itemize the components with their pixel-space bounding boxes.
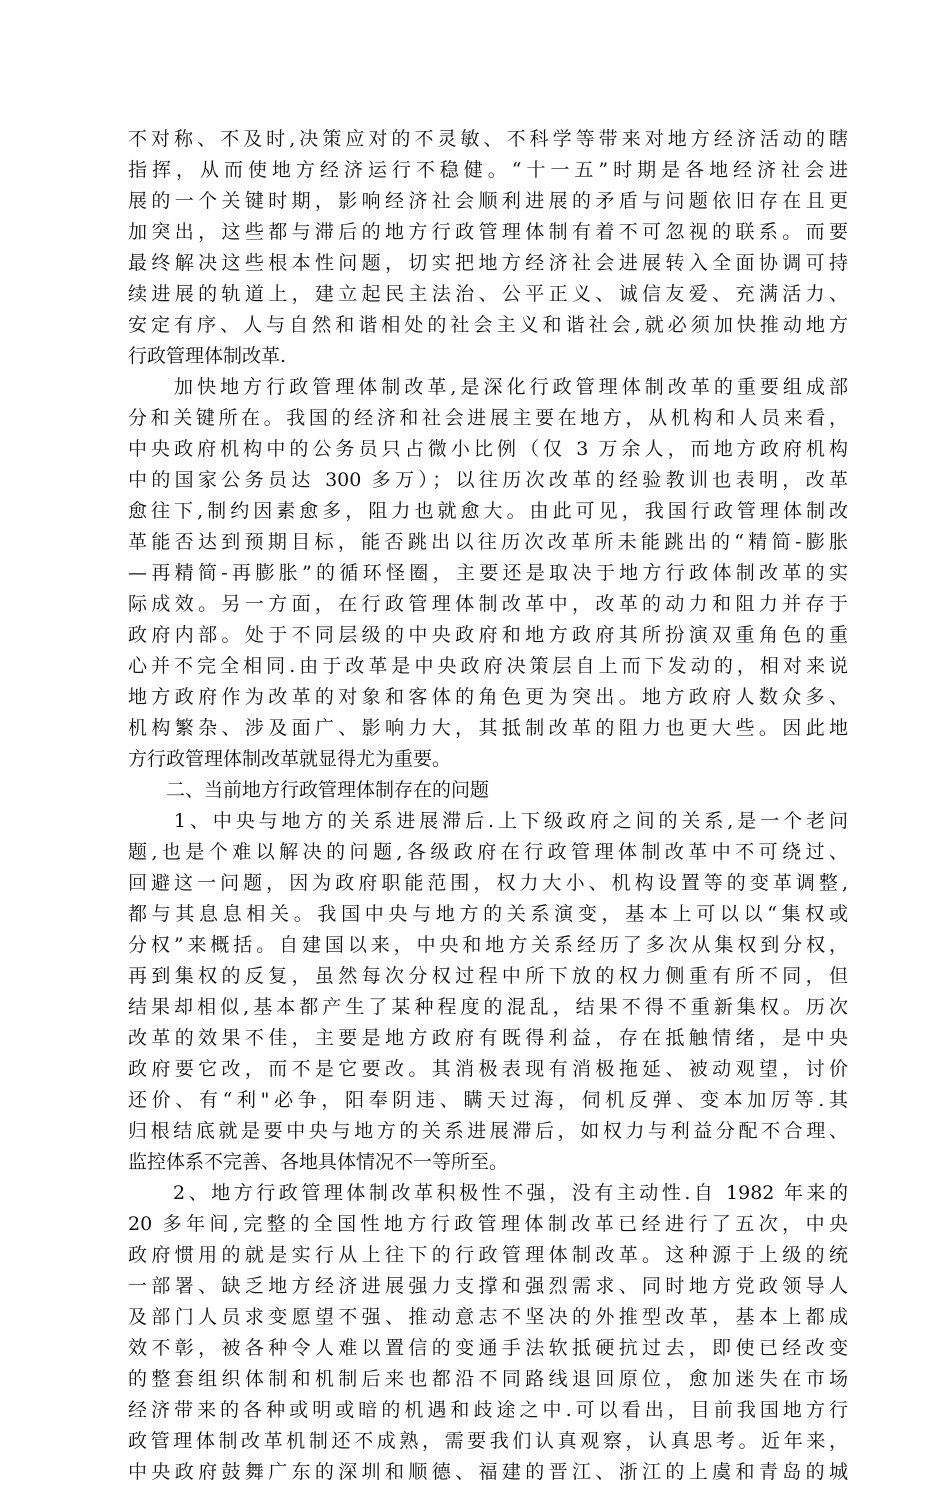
text-line: 回避这一问题，因为政府职能范围，权力大小、机构设置等的变革调整, xyxy=(128,872,848,894)
text-line: 最终解决这些根本性问题，切实把地方经济社会进展转入全面协调可持 xyxy=(128,252,848,274)
text-line: 都与其息息相关。我国中央与地方的关系演变，基本上可以以“集权或 xyxy=(128,903,848,925)
text-line: 中央政府机构中的公务员只占微小比例（仅 3 万余人，而地方政府机构 xyxy=(128,438,848,460)
text-line: 加突出，这些都与滞后的地方行政管理体制有着不可忽视的联系。而要 xyxy=(128,221,848,243)
text-line: 愈往下,制约因素愈多，阻力也就愈大。由此可见，我国行政管理体制改 xyxy=(128,500,848,522)
text-line: 展的一个关键时期，影响经济社会顺利进展的矛盾与问题依旧存在且更 xyxy=(128,190,848,212)
text-line: 20 多年间,完整的全国性地方行政管理体制改革已经进行了五次，中央 xyxy=(128,1213,848,1235)
text-line: 心并不完全相同.由于改革是中央政府决策层自上而下发动的，相对来说 xyxy=(128,655,848,677)
text-line: 分和关键所在。我国的经济和社会进展主要在地方，从机构和人员来看， xyxy=(128,407,848,429)
text-line: 效不彰，被各种令人难以置信的变通手法软抵硬抗过去，即使已经改变 xyxy=(128,1337,848,1359)
text-line: 行政管理体制改革. xyxy=(128,345,287,367)
text-line: 地方政府作为改革的对象和客体的角色更为突出。地方政府人数众多、 xyxy=(128,686,848,708)
section-heading: 二、当前地方行政管理体制存在的问题 xyxy=(128,779,490,801)
text-line: 及部门人员求变愿望不强、推动意志不坚决的外推型改革，基本上都成 xyxy=(128,1306,848,1328)
text-line: 安定有序、人与自然和谐相处的社会主义和谐社会,就必须加快推动地方 xyxy=(128,314,848,336)
text-line: 的整套组织体制和机制后来也都沿不同路线退回原位，愈加迷失在市场 xyxy=(128,1368,848,1390)
text-line: 中的国家公务员达 300 多万）；以往历次改革的经验教训也表明，改革 xyxy=(128,469,848,491)
text-line: 革能否达到预期目标，能否跳出以往历次改革所未能跳出的“精简-膨胀 xyxy=(128,531,848,553)
text-line: 1、中央与地方的关系进展滞后.上下级政府之间的关系,是一个老问 xyxy=(128,810,848,832)
text-line: 方行政管理体制改革就显得尤为重要。 xyxy=(128,748,452,770)
text-line: —再精简-再膨胀”的循环怪圈，主要还是取决于地方行政体制改革的实 xyxy=(128,562,848,584)
text-line: 中央政府鼓舞广东的深圳和顺德、福建的晋江、浙江的上虞和青岛的城 xyxy=(128,1461,848,1483)
text-line: 题,也是个难以解决的问题,各级政府在行政管理体制改革中不可绕过、 xyxy=(128,841,848,863)
text-line: 结果却相似,基本都产生了某种程度的混乱，结果不得不重新集权。历次 xyxy=(128,996,848,1018)
text-line: 分权”来概括。自建国以来，中央和地方关系经历了多次从集权到分权， xyxy=(128,934,848,956)
document-page xyxy=(128,124,848,1488)
text-line: 政府要它改，而不是它要改。其消极表现有消极拖延、被动观望，讨价 xyxy=(128,1058,848,1080)
text-line: 政管理体制改革机制还不成熟，需要我们认真观察，认真思考。近年来， xyxy=(128,1430,848,1452)
text-line: 一部署、缺乏地方经济进展强力支撑和强烈需求、同时地方党政领导人 xyxy=(128,1275,848,1297)
text-line: 机构繁杂、涉及面广、影响力大，其抵制改革的阻力也更大些。因此地 xyxy=(128,717,848,739)
text-line: 指挥，从而使地方经济运行不稳健。“十一五”时期是各地经济社会进 xyxy=(128,159,848,181)
text-line: 还价、有“利"必争，阳奉阴违、瞒天过海，伺机反弹、变本加厉等.其 xyxy=(128,1089,848,1111)
text-line: 经济带来的各种或明或暗的机遇和歧途之中.可以看出，目前我国地方行 xyxy=(128,1399,848,1421)
text-line: 监控体系不完善、各地具体情况不一等所至。 xyxy=(128,1151,509,1173)
text-line: 政府惯用的就是实行从上往下的行政管理体制改革。这种源于上级的统 xyxy=(128,1244,848,1266)
text-line: 2、地方行政管理体制改革积极性不强，没有主动性.自 1982 年来的 xyxy=(128,1182,848,1204)
text-line: 政府内部。处于不同层级的中央政府和地方政府其所扮演双重角色的重 xyxy=(128,624,848,646)
text-line: 际成效。另一方面，在行政管理体制改革中，改革的动力和阻力并存于 xyxy=(128,593,848,615)
text-line: 改革的效果不佳，主要是地方政府有既得利益，存在抵触情绪，是中央 xyxy=(128,1027,848,1049)
text-line: 续进展的轨道上，建立起民主法治、公平正义、诚信友爱、充满活力、 xyxy=(128,283,848,305)
text-line: 不对称、不及时,决策应对的不灵敏、不科学等带来对地方经济活动的瞎 xyxy=(128,128,848,150)
text-line: 归根结底就是要中央与地方的关系进展滞后，如权力与利益分配不合理、 xyxy=(128,1120,848,1142)
text-line: 再到集权的反复，虽然每次分权过程中所下放的权力侧重有所不同，但 xyxy=(128,965,848,987)
text-line: 加快地方行政管理体制改革,是深化行政管理体制改革的重要组成部 xyxy=(128,376,848,398)
